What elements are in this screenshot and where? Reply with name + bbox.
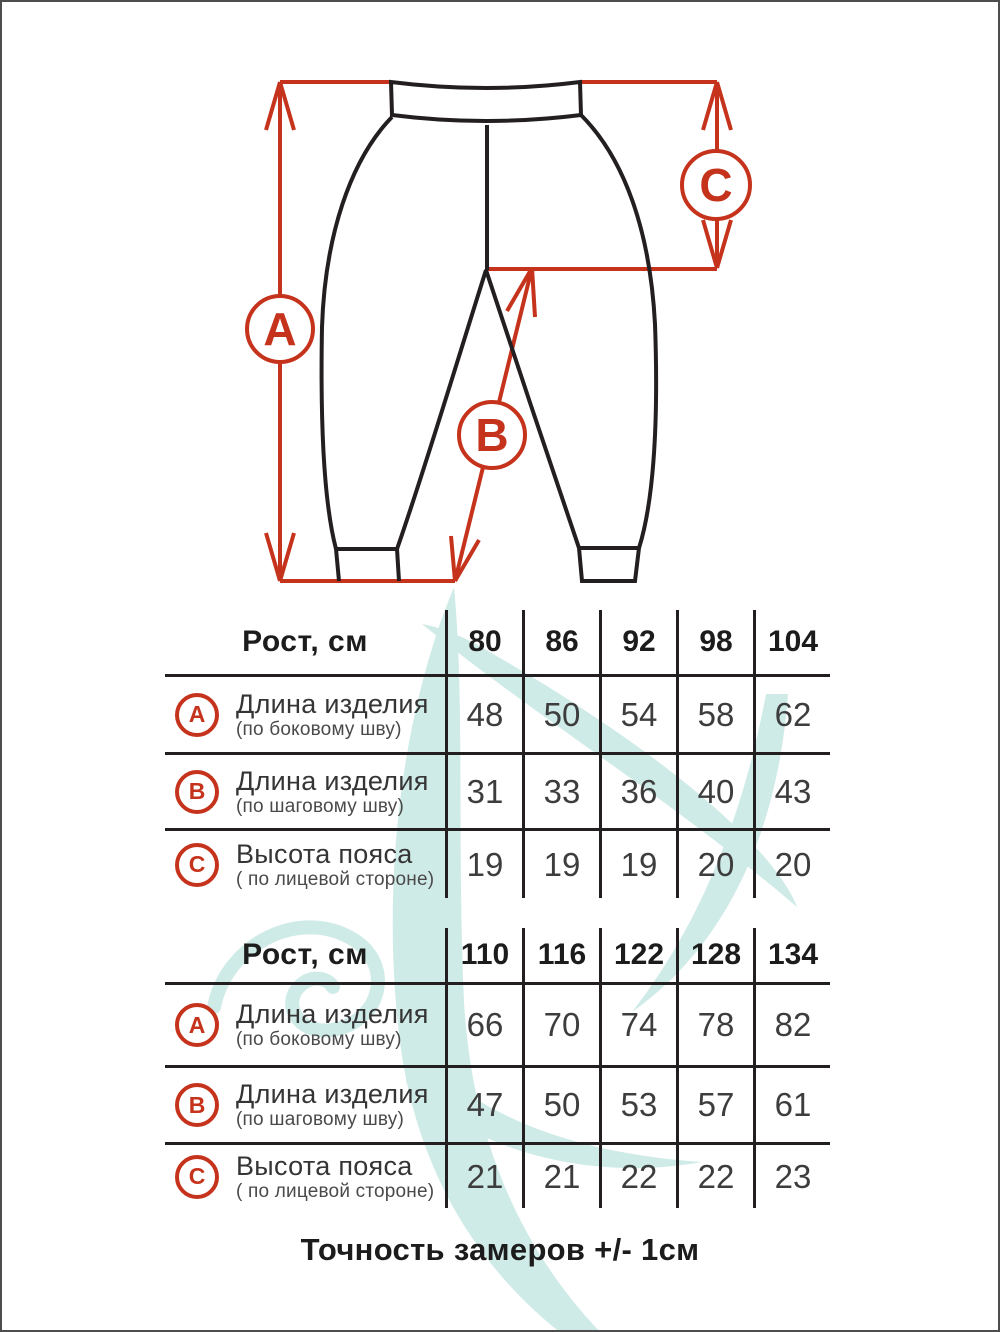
badge-letter-c: C: [699, 159, 733, 211]
right-outer-seam: [581, 115, 656, 548]
row-letter-badge: A: [175, 693, 219, 737]
row-subtitle: (по шаговому шву): [236, 1109, 404, 1131]
value-cell: 21: [522, 1145, 599, 1208]
row-label-b: [165, 1068, 445, 1145]
size-header-cell: 104: [753, 610, 830, 677]
size-header-cell: 122: [599, 928, 676, 985]
size-header-cell: 128: [676, 928, 753, 985]
row-label-a: [165, 677, 445, 755]
row-subtitle: (по боковому шву): [236, 1029, 402, 1051]
height-header-label: Рост, см: [165, 928, 445, 985]
row-letter-badge: C: [175, 1155, 219, 1199]
right-cuff: [579, 548, 639, 581]
height-header-label: Рост, см: [165, 610, 445, 677]
value-cell: 50: [522, 1068, 599, 1145]
size-header-cell: 110: [445, 928, 522, 985]
row-label-c: [165, 831, 445, 898]
value-cell: 33: [522, 755, 599, 831]
value-cell: 74: [599, 985, 676, 1068]
size-header-cell: 134: [753, 928, 830, 985]
left-cuff: [336, 549, 399, 581]
size-table-2: [165, 928, 830, 1208]
size-table-1: [165, 610, 830, 898]
row-label-a: [165, 985, 445, 1068]
row-title: Длина изделия: [236, 688, 429, 719]
value-cell: 53: [599, 1068, 676, 1145]
value-cell: 40: [676, 755, 753, 831]
value-cell: 66: [445, 985, 522, 1068]
value-cell: 43: [753, 755, 830, 831]
row-letter-badge: A: [175, 1003, 219, 1047]
waistband: [391, 82, 581, 121]
row-subtitle: ( по лицевой стороне): [236, 868, 435, 890]
badge-letter-a: A: [263, 303, 297, 355]
size-header-cell: 116: [522, 928, 599, 985]
value-cell: 22: [599, 1145, 676, 1208]
row-title: Высота пояса: [236, 838, 413, 869]
value-cell: 19: [445, 831, 522, 898]
value-cell: 22: [676, 1145, 753, 1208]
row-title: Длина изделия: [236, 765, 429, 796]
size-header-cell: 86: [522, 610, 599, 677]
row-subtitle: (по шаговому шву): [236, 795, 404, 817]
value-cell: 78: [676, 985, 753, 1068]
row-label-c: [165, 1145, 445, 1208]
value-cell: 82: [753, 985, 830, 1068]
value-cell: 61: [753, 1068, 830, 1145]
value-cell: 20: [753, 831, 830, 898]
size-header-cell: 98: [676, 610, 753, 677]
value-cell: 19: [522, 831, 599, 898]
accuracy-note: Точность замеров +/- 1см: [300, 1232, 700, 1267]
row-title: Длина изделия: [236, 999, 429, 1030]
row-title: Длина изделия: [236, 1079, 429, 1110]
value-cell: 47: [445, 1068, 522, 1145]
value-cell: 54: [599, 677, 676, 755]
value-cell: 48: [445, 677, 522, 755]
value-cell: 23: [753, 1145, 830, 1208]
row-subtitle: ( по лицевой стороне): [236, 1180, 435, 1202]
value-cell: 70: [522, 985, 599, 1068]
measurement-lines: [266, 82, 731, 581]
row-subtitle: (по боковому шву): [236, 718, 402, 740]
value-cell: 58: [676, 677, 753, 755]
row-letter-badge: C: [175, 843, 219, 887]
pants-outline: [322, 82, 657, 581]
row-letter-badge: B: [175, 1083, 219, 1127]
value-cell: 57: [676, 1068, 753, 1145]
pants-measurement-diagram: [2, 2, 1000, 622]
size-header-cell: 92: [599, 610, 676, 677]
row-title: Высота пояса: [236, 1150, 413, 1181]
value-cell: 19: [599, 831, 676, 898]
badge-letter-b: B: [475, 409, 509, 461]
value-cell: 62: [753, 677, 830, 755]
row-label-b: [165, 755, 445, 831]
value-cell: 50: [522, 677, 599, 755]
value-cell: 20: [676, 831, 753, 898]
value-cell: 36: [599, 755, 676, 831]
value-cell: 21: [445, 1145, 522, 1208]
left-outer-seam: [322, 117, 392, 549]
value-cell: 31: [445, 755, 522, 831]
row-letter-badge: B: [175, 770, 219, 814]
size-header-cell: 80: [445, 610, 522, 677]
